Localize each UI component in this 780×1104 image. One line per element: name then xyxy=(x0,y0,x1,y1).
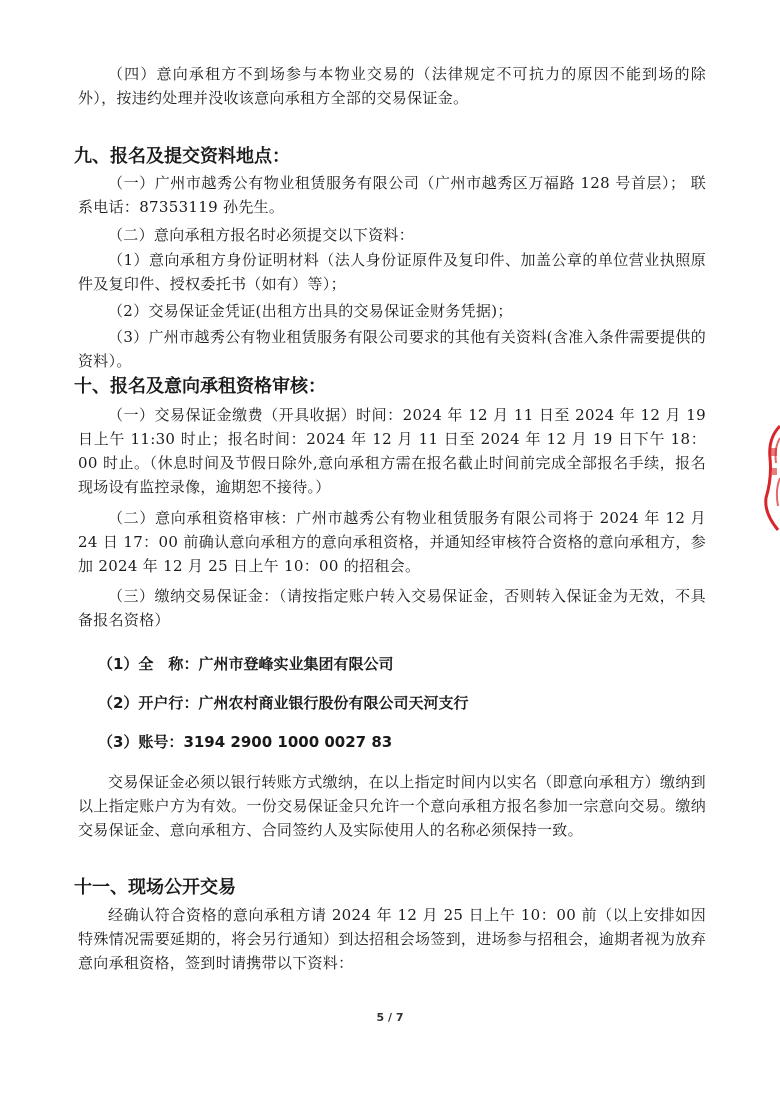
deposit-note: 交易保证金必须以银行转账方式缴纳，在以上指定时间内以实名（即意向承租方）缴纳到以上指定账户方为有效。一份交易保证金只允许一个意向承租方报名参加一宗意向交易。缴纳交易保证金、意向承租方、合同签约人及实际使用人的名称必须保持一致。 xyxy=(78,773,706,839)
account-number: （3）账号：3194 2900 1000 0027 83 xyxy=(98,733,393,751)
account-name: （1）全 称：广州市登峰实业集团有限公司 xyxy=(98,655,394,673)
section-9-sub-3: （3）广州市越秀公有物业租赁服务有限公司要求的其他有关资料(含准入条件需要提供的资料）。 xyxy=(78,328,706,370)
section-10-item-3: （三）缴纳交易保证金：（请按指定账户转入交易保证金，否则转入保证金为无效，不具备报名资格） xyxy=(78,587,706,629)
section-9-heading: 九、报名及提交资料地点： xyxy=(74,146,290,167)
section-9-sub-1: （1）意向承租方身份证明材料（法人身份证原件及复印件、加盖公章的单位营业执照原件及复印件、授权委托书（如有）等）； xyxy=(78,251,706,293)
section-9-sub-2: （2）交易保证金凭证(出租方出具的交易保证金财务凭据)； xyxy=(108,302,513,320)
page-number: 5 / 7 xyxy=(376,1011,404,1024)
section-9-item-1: （一）广州市越秀公有物业租赁服务有限公司（广州市越秀区万福路 128 号首层）； 联系电话：87353119 孙先生。 xyxy=(78,174,706,216)
clause-4-paragraph: （四）意向承租方不到场参与本物业交易的（法律规定不可抗力的原因不能到场的除外），按违约处理并没收该意向承租方全部的交易保证金。 xyxy=(78,65,706,107)
section-11-heading: 十一、现场公开交易 xyxy=(74,877,236,898)
seal-stamp-edge xyxy=(760,418,780,533)
section-10-heading: 十、报名及意向承租资格审核： xyxy=(74,376,326,397)
section-11-body: 经确认符合资格的意向承租方请 2024 年 12 月 25 日上午 10：00 前（以上安排如因特殊情况需要延期的，将会另行通知）到达招租会场签到，进场参与招租会，逾期者视为放弃意向承租资格，签到时请携带以下资料： xyxy=(78,906,706,972)
section-9-item-2: （二）意向承租方报名时必须提交以下资料： xyxy=(108,226,415,244)
section-10-item-1: （一）交易保证金缴费（开具收据）时间：2024 年 12 月 11 日至 2024 年 12 月 19 日上午 11:30 时止；报名时间：2024 年 12 月 11 日至 2024 年 12 月 19 日下午 18：00 时止。（休息时间及节假日除外,意向承租方需在报名截止时间前完成全部报名手续，报名现场设有监控录像，逾期恕不接待。） xyxy=(78,406,706,496)
section-10-item-2: （二）意向承租资格审核：广州市越秀公有物业租赁服务有限公司将于 2024 年 12 月 24 日 17：00 前确认意向承租方的意向承租资格，并通知经审核符合资格的意向承租方，参加 2024 年 12 月 25 日上午 10：00 的招租会。 xyxy=(78,509,706,575)
account-bank: （2）开户行：广州农村商业银行股份有限公司天河支行 xyxy=(98,694,469,712)
